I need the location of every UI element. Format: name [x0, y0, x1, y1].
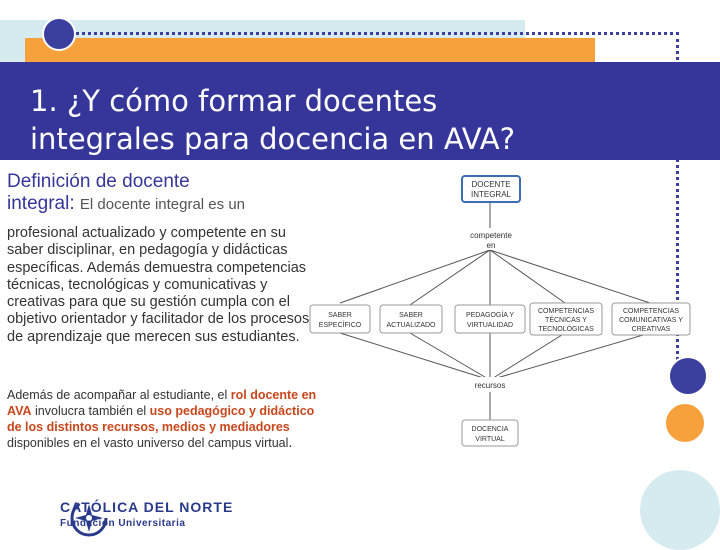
decor-dotted-line-top — [76, 32, 679, 35]
concept-node-saber-especifico — [310, 305, 370, 333]
concept-link-top — [463, 228, 519, 250]
definition-heading — [7, 171, 312, 216]
logo-subtitle: Fundación Universitaria — [60, 518, 186, 529]
concept-map — [300, 170, 700, 460]
node4-line3: TECNOLÓGICAS — [538, 326, 594, 333]
role-text-3: disponibles en el vasto universo del campus virtual — [7, 436, 289, 450]
link-top-line1: competente — [470, 231, 512, 240]
concept-node-docencia-virtual — [462, 420, 518, 446]
node2-line2: ACTUALIZADO — [386, 322, 436, 329]
definition-heading-label: integral: — [7, 193, 75, 214]
concept-node-competencias-comunicativas — [612, 303, 690, 335]
node4-line2: TÉCNICAS Y — [545, 317, 587, 324]
link-top-line2: en — [486, 241, 496, 250]
slide-title — [30, 82, 630, 158]
node5-line1: COMPETENCIAS — [622, 308, 680, 315]
decor-circle-light-blue — [640, 470, 720, 550]
root-label-line2: INTEGRAL — [470, 190, 512, 199]
root-label-line1: DOCENTE — [471, 180, 511, 189]
node1-line2: ESPECÍFICO — [318, 322, 362, 329]
role-text-1: Además de acompañar al estudiante, el — [7, 388, 231, 402]
role-highlight-2: uso pedagógico y didáctico de los distintos recursos, medios y mediadores — [7, 404, 315, 434]
decor-circle-top-left — [42, 17, 76, 51]
node4-line1: COMPETENCIAS — [537, 308, 595, 315]
leaf-line2: VIRTUAL — [475, 436, 505, 443]
definition-body: profesional actualizado y competente en su saber disciplinar, en pedagogía y didácticas específicas. Además demuestra competencias técnicas, tecnológicas y comunicativas y creativas para que su gestión cumpla con el objetivo orientador y facilitador de los procesos de aprendizaje que merecen sus estudiantes. — [7, 225, 310, 345]
role-paragraph — [7, 387, 317, 451]
definition-lead: El docente integral es un — [79, 196, 246, 213]
link-bottom-label: recursos — [474, 381, 506, 390]
role-text-2: involucra también el — [31, 404, 150, 418]
definition-heading-line2 — [7, 193, 312, 216]
node5-line2: COMUNICATIVAS Y — [619, 317, 683, 324]
node5-line3: CREATIVAS — [631, 326, 671, 333]
concept-node-saber-actualizado — [380, 305, 442, 333]
node3-line2: VIRTUALIDAD — [466, 322, 514, 329]
definition-heading-line1: Definición de docente — [7, 171, 190, 192]
node2-line1: SABER — [399, 312, 423, 319]
leaf-line1: DOCENCIA — [471, 426, 509, 433]
decor-orange-bar — [25, 38, 595, 62]
role-highlight-1: rol docente en AVA — [7, 388, 317, 418]
concept-node-root — [462, 176, 520, 202]
node3-line1: PEDAGOGÍA Y — [465, 312, 515, 319]
concept-node-competencias-tecnicas — [530, 303, 602, 335]
logo-name: CATÓLICA DEL NORTE — [60, 499, 234, 515]
role-text-end: . — [288, 434, 293, 451]
slide-title-line1: 1. ¿Y cómo formar docentes — [30, 84, 438, 118]
node1-line1: SABER — [328, 312, 352, 319]
slide-title-line2: integrales para docencia en AVA? — [30, 122, 516, 156]
concept-node-pedagogia — [455, 305, 525, 333]
concept-link-bottom — [463, 377, 519, 391]
